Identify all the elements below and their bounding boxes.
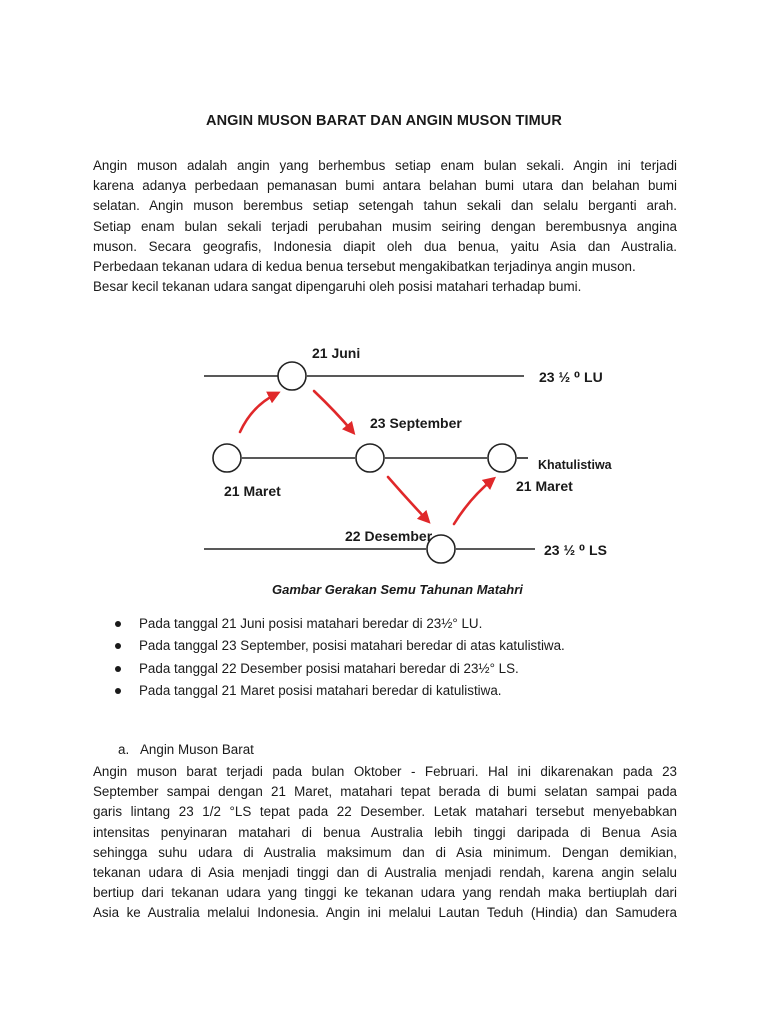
arrow-september-to-desember bbox=[388, 477, 427, 520]
sun-position-21-maret-right bbox=[488, 444, 516, 472]
arrow-maret-to-juni bbox=[240, 394, 276, 432]
section-line: bertiup dari tekanan udara yang tinggi ke tekanan udara yang rendah maka bertiuplah dari bbox=[93, 885, 677, 901]
section-paragraph bbox=[93, 762, 677, 924]
arrow-desember-to-maret bbox=[454, 480, 492, 524]
section-heading bbox=[118, 740, 254, 760]
label-23-september: 23 September bbox=[370, 415, 462, 431]
label-21-juni: 21 Juni bbox=[312, 345, 361, 361]
section-line: intensitas penyinaran matahari di benua Australia lebih tinggi daripada di Benua Asia bbox=[93, 824, 677, 840]
sun-position-list bbox=[112, 614, 565, 704]
list-item: Pada tanggal 23 September, posisi matahari beredar di atas katulistiwa. bbox=[112, 636, 565, 658]
section-line: sehingga suhu udara di Australia maksimum dan di Asia minimum. Dengan demikian, bbox=[93, 844, 677, 860]
label-21-maret-left: 21 Maret bbox=[224, 483, 281, 499]
sun-position-21-juni bbox=[278, 362, 306, 390]
label-lu: 23 ½ ⁰ LU bbox=[539, 369, 603, 385]
sun-position-23-september bbox=[356, 444, 384, 472]
section-line: Angin muson barat terjadi pada bulan Oktober - Februari. Hal ini dikarenakan pada 23 bbox=[93, 764, 677, 779]
bullet-icon bbox=[115, 621, 121, 627]
label-ls: 23 ½ ⁰ LS bbox=[544, 542, 607, 558]
list-item: Pada tanggal 22 Desember posisi matahari beredar di 23½° LS. bbox=[112, 659, 565, 681]
bullet-icon bbox=[115, 643, 121, 649]
intro-line: karena adanya perbedaan pemanasan bumi antara belahan bumi utara dan belahan bumi bbox=[93, 178, 677, 194]
intro-line: Angin muson adalah angin yang berhembus setiap enam bulan sekali. Angin ini terjadi bbox=[93, 158, 677, 173]
arrow-juni-to-september bbox=[314, 391, 352, 431]
sun-position-21-maret-left bbox=[213, 444, 241, 472]
figure-caption: Gambar Gerakan Semu Tahunan Matahri bbox=[272, 582, 523, 594]
section-line: garis lintang 23 1/2 °LS tepat pada 22 Desember. Letak matahari tersebut menyebabkan bbox=[93, 804, 677, 820]
section-heading-text: Angin Muson Barat bbox=[140, 742, 254, 757]
sun-motion-diagram bbox=[152, 322, 615, 594]
section-marker: a. bbox=[118, 742, 130, 757]
bullet-icon bbox=[115, 688, 121, 694]
bullet-icon bbox=[115, 666, 121, 672]
section-line: Asia ke Australia melalui Indonesia. Angin ini melalui Lautan Teduh (Hindia) dan Samudera bbox=[93, 905, 677, 921]
section-line: September sampai dengan 21 Maret, matahari tepat berada di bumi selatan sampai pada bbox=[93, 784, 677, 800]
intro-line: muson. Secara geografis, Indonesia diapit oleh dua benua, yaitu Asia dan Australia. bbox=[93, 238, 677, 254]
label-21-maret-right: 21 Maret bbox=[516, 478, 573, 494]
intro-line: Perbedaan tekanan udara di kedua benua tersebut mengakibatkan terjadinya angin muson. bbox=[93, 259, 636, 275]
intro-line: Setiap enam bulan sekali terjadi perubahan musim seiring dengan berembusnya angina bbox=[93, 218, 677, 234]
intro-line: selatan. Angin muson berembus setiap setengah tahun sekali dan selalu berganti arah. bbox=[93, 198, 677, 214]
intro-paragraph bbox=[93, 156, 677, 297]
label-khatulistiwa: Khatulistiwa bbox=[538, 458, 612, 472]
intro-line: Besar kecil tekanan udara sangat dipengaruhi oleh posisi matahari terhadap bumi. bbox=[93, 279, 582, 295]
label-22-desember: 22 Desember bbox=[345, 528, 433, 544]
section-line: tekanan udara di Asia menjadi tinggi dan di Australia menjadi rendah, karena angin selalu bbox=[93, 865, 677, 881]
list-item: Pada tanggal 21 Juni posisi matahari beredar di 23½° LU. bbox=[112, 614, 565, 636]
list-item: Pada tanggal 21 Maret posisi matahari beredar di katulistiwa. bbox=[112, 681, 565, 703]
document-title: ANGIN MUSON BARAT DAN ANGIN MUSON TIMUR bbox=[206, 113, 562, 129]
